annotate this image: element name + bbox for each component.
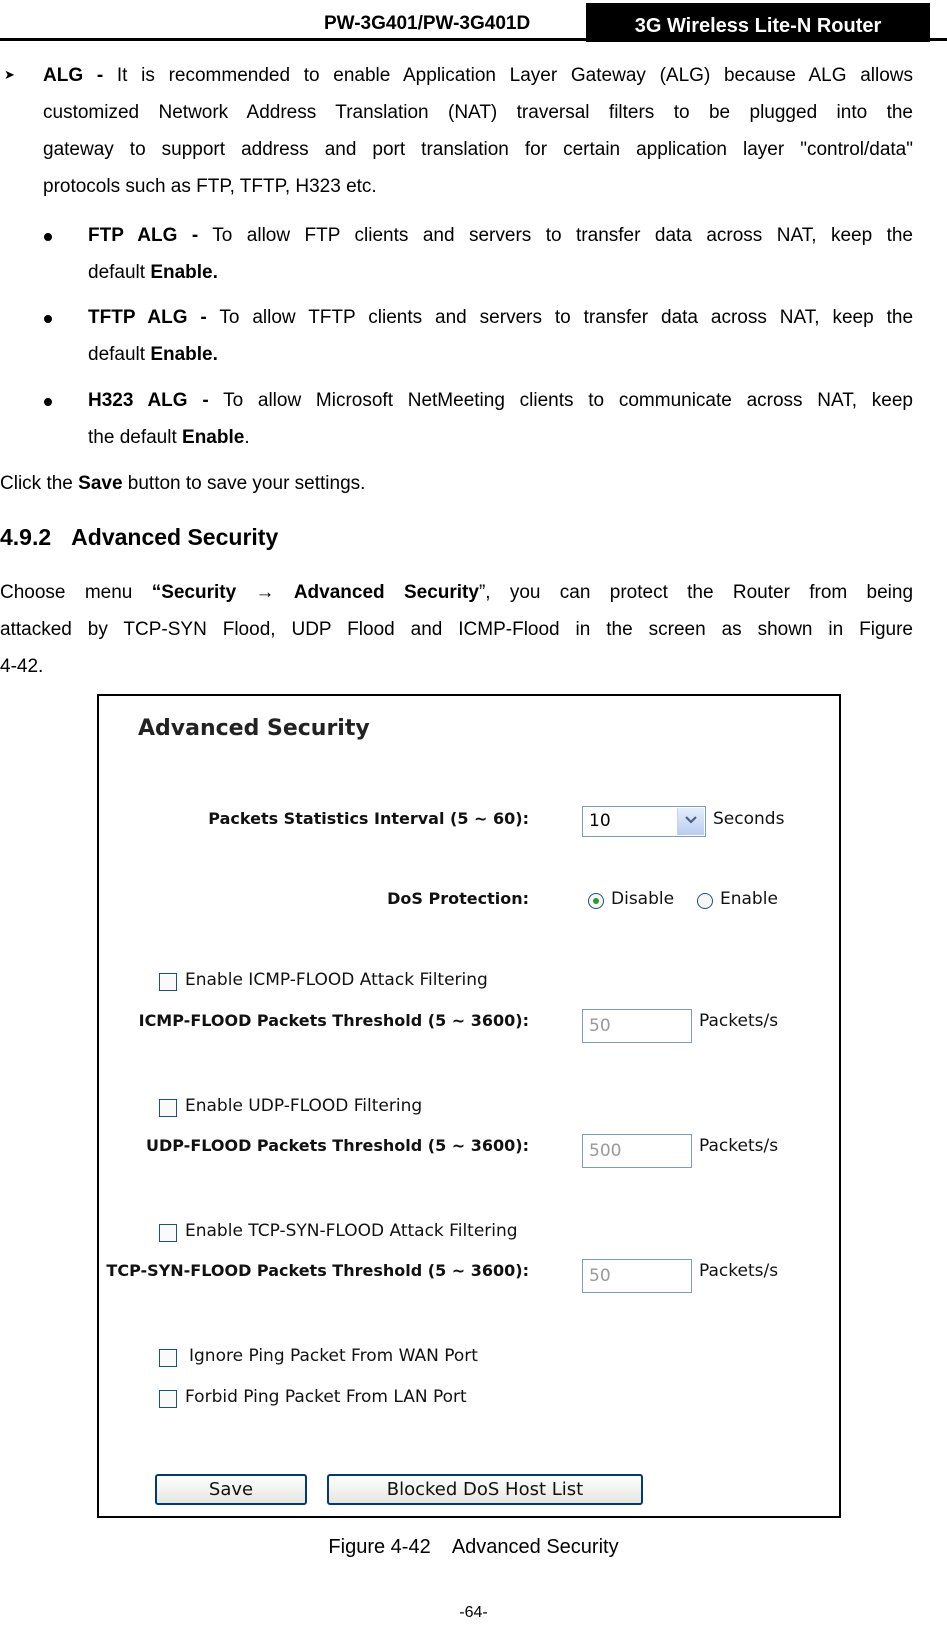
bullet-dot-icon	[44, 315, 52, 323]
chevron-down-icon[interactable]	[677, 808, 704, 835]
interval-label: Packets Statistics Interval (5 ~ 60):	[208, 809, 529, 828]
intro-word-2: menu	[84, 582, 133, 603]
interval-select[interactable]	[582, 806, 706, 837]
h323-alg-bold: Enable	[182, 427, 245, 448]
icmp-threshold-label: ICMP-FLOOD Packets Threshold (5 ~ 3600):	[138, 1011, 529, 1030]
udp-unit: Packets/s	[699, 1136, 779, 1156]
icmp-unit: Packets/s	[699, 1011, 779, 1031]
bullet-dot-icon	[44, 233, 52, 241]
radio-selected-dot	[593, 898, 599, 904]
intro-menu-security: “Security	[151, 582, 237, 603]
arrow-bullet-icon: ➤	[4, 67, 15, 82]
udp-flood-check-label: Enable UDP-FLOOD Filtering	[185, 1096, 423, 1116]
ftp-alg-text: To allow FTP clients and servers to transfer data across NAT, keep the	[212, 225, 914, 246]
alg-text-1: It is recommended to enable Application Layer Gateway (ALG) because ALG allows	[116, 65, 914, 86]
intro-line-2: attacked by TCP-SYN Flood, UDP Flood and ICMP-Flood in the screen as shown in Figure	[0, 619, 913, 640]
page-number: -64-	[459, 1604, 488, 1621]
dos-enable-label: Enable	[720, 889, 778, 909]
ignore-ping-checkbox[interactable]	[159, 1349, 177, 1367]
save-note	[0, 465, 365, 502]
tftp-alg-line-1	[88, 299, 913, 336]
ftp-alg-bold: Enable.	[150, 262, 218, 283]
intro-after: ”, you can protect the Router from being	[478, 582, 914, 603]
blocked-dos-host-list-button[interactable]: Blocked DoS Host List	[327, 1474, 643, 1505]
ignore-ping-label: Ignore Ping Packet From WAN Port	[189, 1346, 478, 1366]
alg-line-1	[43, 57, 913, 94]
h323-alg-text: To allow Microsoft NetMeeting clients to communicate across NAT, keep	[223, 390, 913, 411]
dos-enable-radio[interactable]	[697, 893, 713, 909]
menu-arrow-icon: →	[255, 582, 275, 603]
tcp-syn-flood-check-label: Enable TCP-SYN-FLOOD Attack Filtering	[185, 1221, 518, 1241]
icmp-flood-check-label: Enable ICMP-FLOOD Attack Filtering	[185, 970, 488, 990]
dos-disable-label: Disable	[611, 889, 675, 909]
udp-threshold-input[interactable]: 500	[582, 1134, 692, 1168]
interval-unit: Seconds	[713, 809, 785, 829]
udp-threshold-label: UDP-FLOOD Packets Threshold (5 ~ 3600):	[145, 1136, 529, 1155]
figure-title: Advanced Security	[138, 716, 370, 741]
alg-line-4: protocols such as FTP, TFTP, H323 etc.	[43, 176, 377, 197]
h323-alg-label: H323 ALG -	[88, 390, 209, 411]
icmp-threshold-input[interactable]: 50	[582, 1009, 692, 1043]
advanced-security-figure	[97, 694, 841, 1518]
intro-line-1	[0, 574, 913, 611]
udp-flood-checkbox[interactable]	[159, 1099, 177, 1117]
intro-word-1: Choose	[0, 582, 66, 603]
tftp-alg-text: To allow TFTP clients and servers to transfer data across NAT, keep the	[219, 307, 914, 328]
tcp-threshold-input[interactable]: 50	[582, 1259, 692, 1293]
interval-value: 10	[589, 811, 611, 831]
page-header	[0, 0, 947, 42]
header-model: PW-3G401/PW-3G401D	[324, 13, 531, 34]
save-note-suffix: button to save your settings.	[122, 473, 366, 494]
save-note-bold: Save	[78, 473, 123, 494]
forbid-ping-label: Forbid Ping Packet From LAN Port	[185, 1387, 467, 1407]
tftp-alg-label: TFTP ALG -	[88, 307, 207, 328]
tcp-unit: Packets/s	[699, 1261, 779, 1281]
h323-alg-prefix: the default	[88, 427, 183, 448]
tcp-syn-flood-checkbox[interactable]	[159, 1224, 177, 1242]
ftp-alg-prefix: default	[88, 262, 151, 283]
ftp-alg-line-2	[88, 254, 218, 291]
ftp-alg-line-1	[88, 217, 913, 254]
ftp-alg-label: FTP ALG -	[88, 225, 199, 246]
section-title: Advanced Security	[71, 524, 279, 550]
tftp-alg-line-2	[88, 336, 218, 373]
save-note-prefix: Click the	[0, 473, 79, 494]
save-button[interactable]: Save	[155, 1474, 307, 1505]
section-number: 4.9.2	[0, 524, 52, 550]
dos-protection-label: DoS Protection:	[387, 889, 529, 908]
tftp-alg-bold: Enable.	[150, 344, 218, 365]
figure-caption: Figure 4-42 Advanced Security	[328, 1536, 619, 1558]
intro-menu-advanced-security: Advanced Security	[293, 582, 479, 603]
header-product-tab: 3G Wireless Lite-N Router	[586, 3, 930, 42]
bullet-dot-icon	[44, 398, 52, 406]
icmp-flood-checkbox[interactable]	[159, 973, 177, 991]
dos-disable-radio[interactable]	[588, 893, 604, 909]
h323-alg-line-2	[88, 419, 250, 456]
alg-line-3: gateway to support address and port translation for certain application layer "control/data"	[43, 139, 913, 160]
tcp-threshold-label: TCP-SYN-FLOOD Packets Threshold (5 ~ 3600):	[106, 1261, 529, 1280]
alg-line-2: customized Network Address Translation (NAT) traversal filters to be plugged into the	[43, 102, 913, 123]
header-rule	[0, 38, 947, 41]
forbid-ping-checkbox[interactable]	[159, 1390, 177, 1408]
tftp-alg-prefix: default	[88, 344, 151, 365]
intro-line-3: 4-42.	[0, 656, 44, 677]
section-heading	[0, 524, 278, 551]
h323-alg-line-1	[88, 382, 913, 419]
alg-title: ALG -	[43, 65, 104, 86]
h323-alg-suffix: .	[244, 427, 250, 448]
